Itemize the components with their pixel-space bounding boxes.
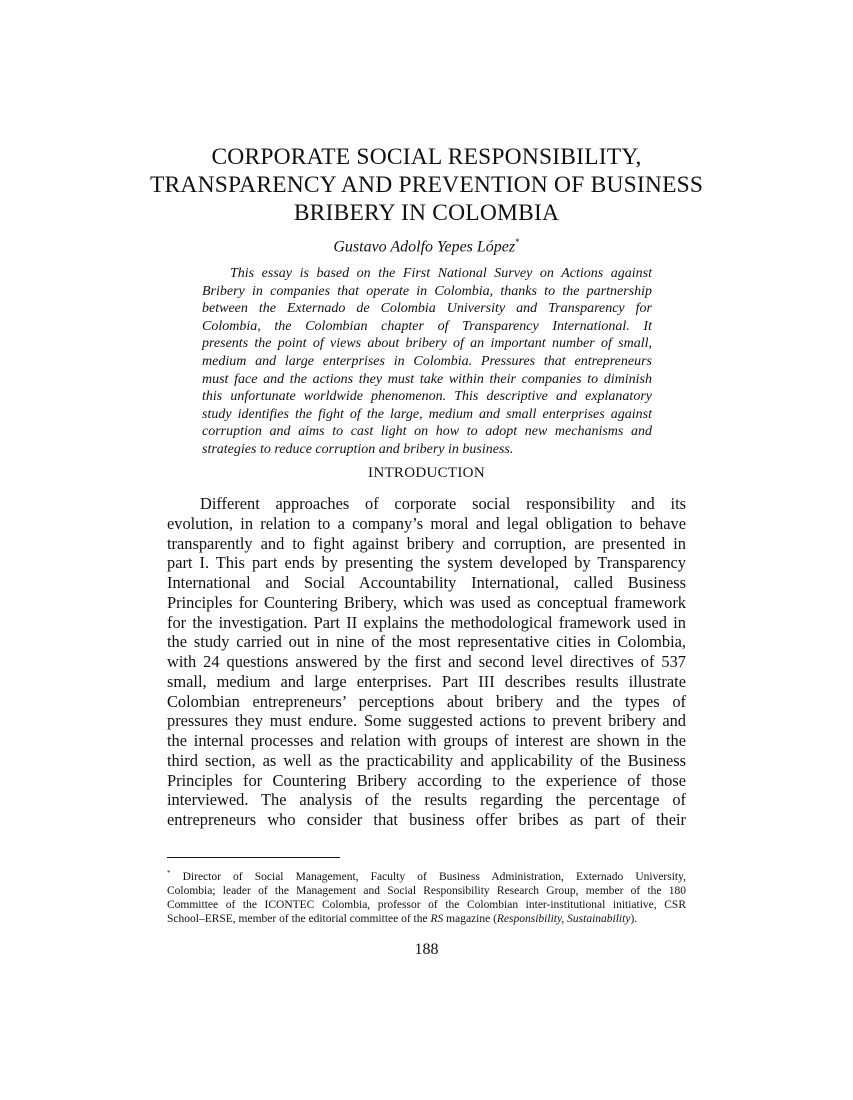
body-line: evolution, in relation to a company’s moral and legal obligation to behave xyxy=(167,513,686,533)
footnote-line xyxy=(167,912,686,926)
abstract-line: between the Externado de Colombia University and Transparency for xyxy=(202,301,652,317)
body-line: transparently and to fight against bribery and corruption, are presented in xyxy=(167,533,686,553)
body-line: small, medium and large enterprises. Part III describes results illustrate xyxy=(167,671,686,691)
abstract xyxy=(202,265,652,459)
abstract-line: this unfortunate worldwide phenomenon. This descriptive and explanatory xyxy=(202,389,652,405)
body-line: International and Social Accountability International, called Business xyxy=(167,573,686,592)
magazine-subtitle: Responsibility, Sustainability xyxy=(496,913,631,926)
footnote xyxy=(167,866,686,927)
footnote-text: School–ERSE, member of the editorial committee of the xyxy=(167,913,431,926)
body-line: Principles for Countering Bribery according to the experience of those xyxy=(167,770,686,790)
body-paragraph xyxy=(167,494,686,830)
body-line: Principles for Countering Bribery, which was used as conceptual framework xyxy=(167,592,686,612)
abstract-line: presents the point of views about bribery of an important number of small, xyxy=(202,336,652,352)
body-line: third section, as well as the practicability and applicability of the Business xyxy=(167,750,686,770)
body-line: Colombian entrepreneurs’ perceptions about bribery and the types of xyxy=(167,691,686,711)
abstract-line: medium and large enterprises in Colombia. Pressures that entrepreneurs xyxy=(202,353,652,369)
title-line: TRANSPARENCY AND PREVENTION OF BUSINESS xyxy=(150,172,704,198)
footnote-text: ). xyxy=(630,913,638,926)
body-line: the internal processes and relation with groups of interest are shown in the xyxy=(167,731,686,750)
body-line: Different approaches of corporate social responsibility and its xyxy=(200,494,686,513)
abstract-line: study identifies the fight of the large, medium and small enterprises against xyxy=(202,406,652,422)
body-line: entrepreneurs who consider that business offer bribes as part of their xyxy=(167,810,686,829)
footnote-line: Committee of the ICONTEC Colombia, professor of the Colombian inter-institutional initiative, CSR xyxy=(167,899,686,912)
footnote-text: Director of Social Management, Faculty of Business Administration, Externado University, xyxy=(182,870,687,883)
footnote-line xyxy=(167,866,686,884)
abstract-line: strategies to reduce corruption and bribery in business. xyxy=(202,441,514,457)
body-line: the study carried out in nine of the most representative cities in Colombia, xyxy=(167,632,686,652)
footnote-divider xyxy=(167,857,340,858)
abstract-line: Colombia, the Colombian chapter of Transparency International. It xyxy=(202,318,652,334)
magazine-name: RS xyxy=(430,913,444,926)
title-line: BRIBERY IN COLOMBIA xyxy=(293,200,560,226)
page-number: 188 xyxy=(414,941,439,958)
author-byline xyxy=(150,232,703,257)
author-footnote-mark: * xyxy=(515,237,520,247)
body-line: with 24 questions answered by the first and second level directives of 537 xyxy=(167,652,686,671)
body-line: pressures they must endure. Some suggested actions to prevent bribery and xyxy=(167,711,686,731)
abstract-line: Bribery in companies that operate in Colombia, thanks to the partnership xyxy=(202,283,652,299)
abstract-line: corruption and aims to cast light on how to adopt new mechanisms and xyxy=(202,424,652,440)
footnote-line: Colombia; leader of the Management and Social Responsibility Research Group, member of the 180 xyxy=(167,885,686,898)
section-heading: INTRODUCTION xyxy=(368,465,485,481)
abstract-line: This essay is based on the First National Survey on Actions against xyxy=(230,266,652,281)
footnote-mark: * xyxy=(167,869,171,877)
body-line: for the investigation. Part II explains the methodological framework used in xyxy=(167,612,686,632)
footnote-text: magazine ( xyxy=(443,913,497,926)
abstract-line: must face and the actions they must take within their companies to diminish xyxy=(202,371,652,387)
author-name: Gustavo Adolfo Yepes López xyxy=(333,238,516,256)
body-line: part I. This part ends by presenting the system developed by Transparency xyxy=(167,553,686,573)
article-title xyxy=(150,143,703,227)
title-line: CORPORATE SOCIAL RESPONSIBILITY, xyxy=(211,144,642,170)
body-line: interviewed. The analysis of the results regarding the percentage of xyxy=(167,790,686,810)
